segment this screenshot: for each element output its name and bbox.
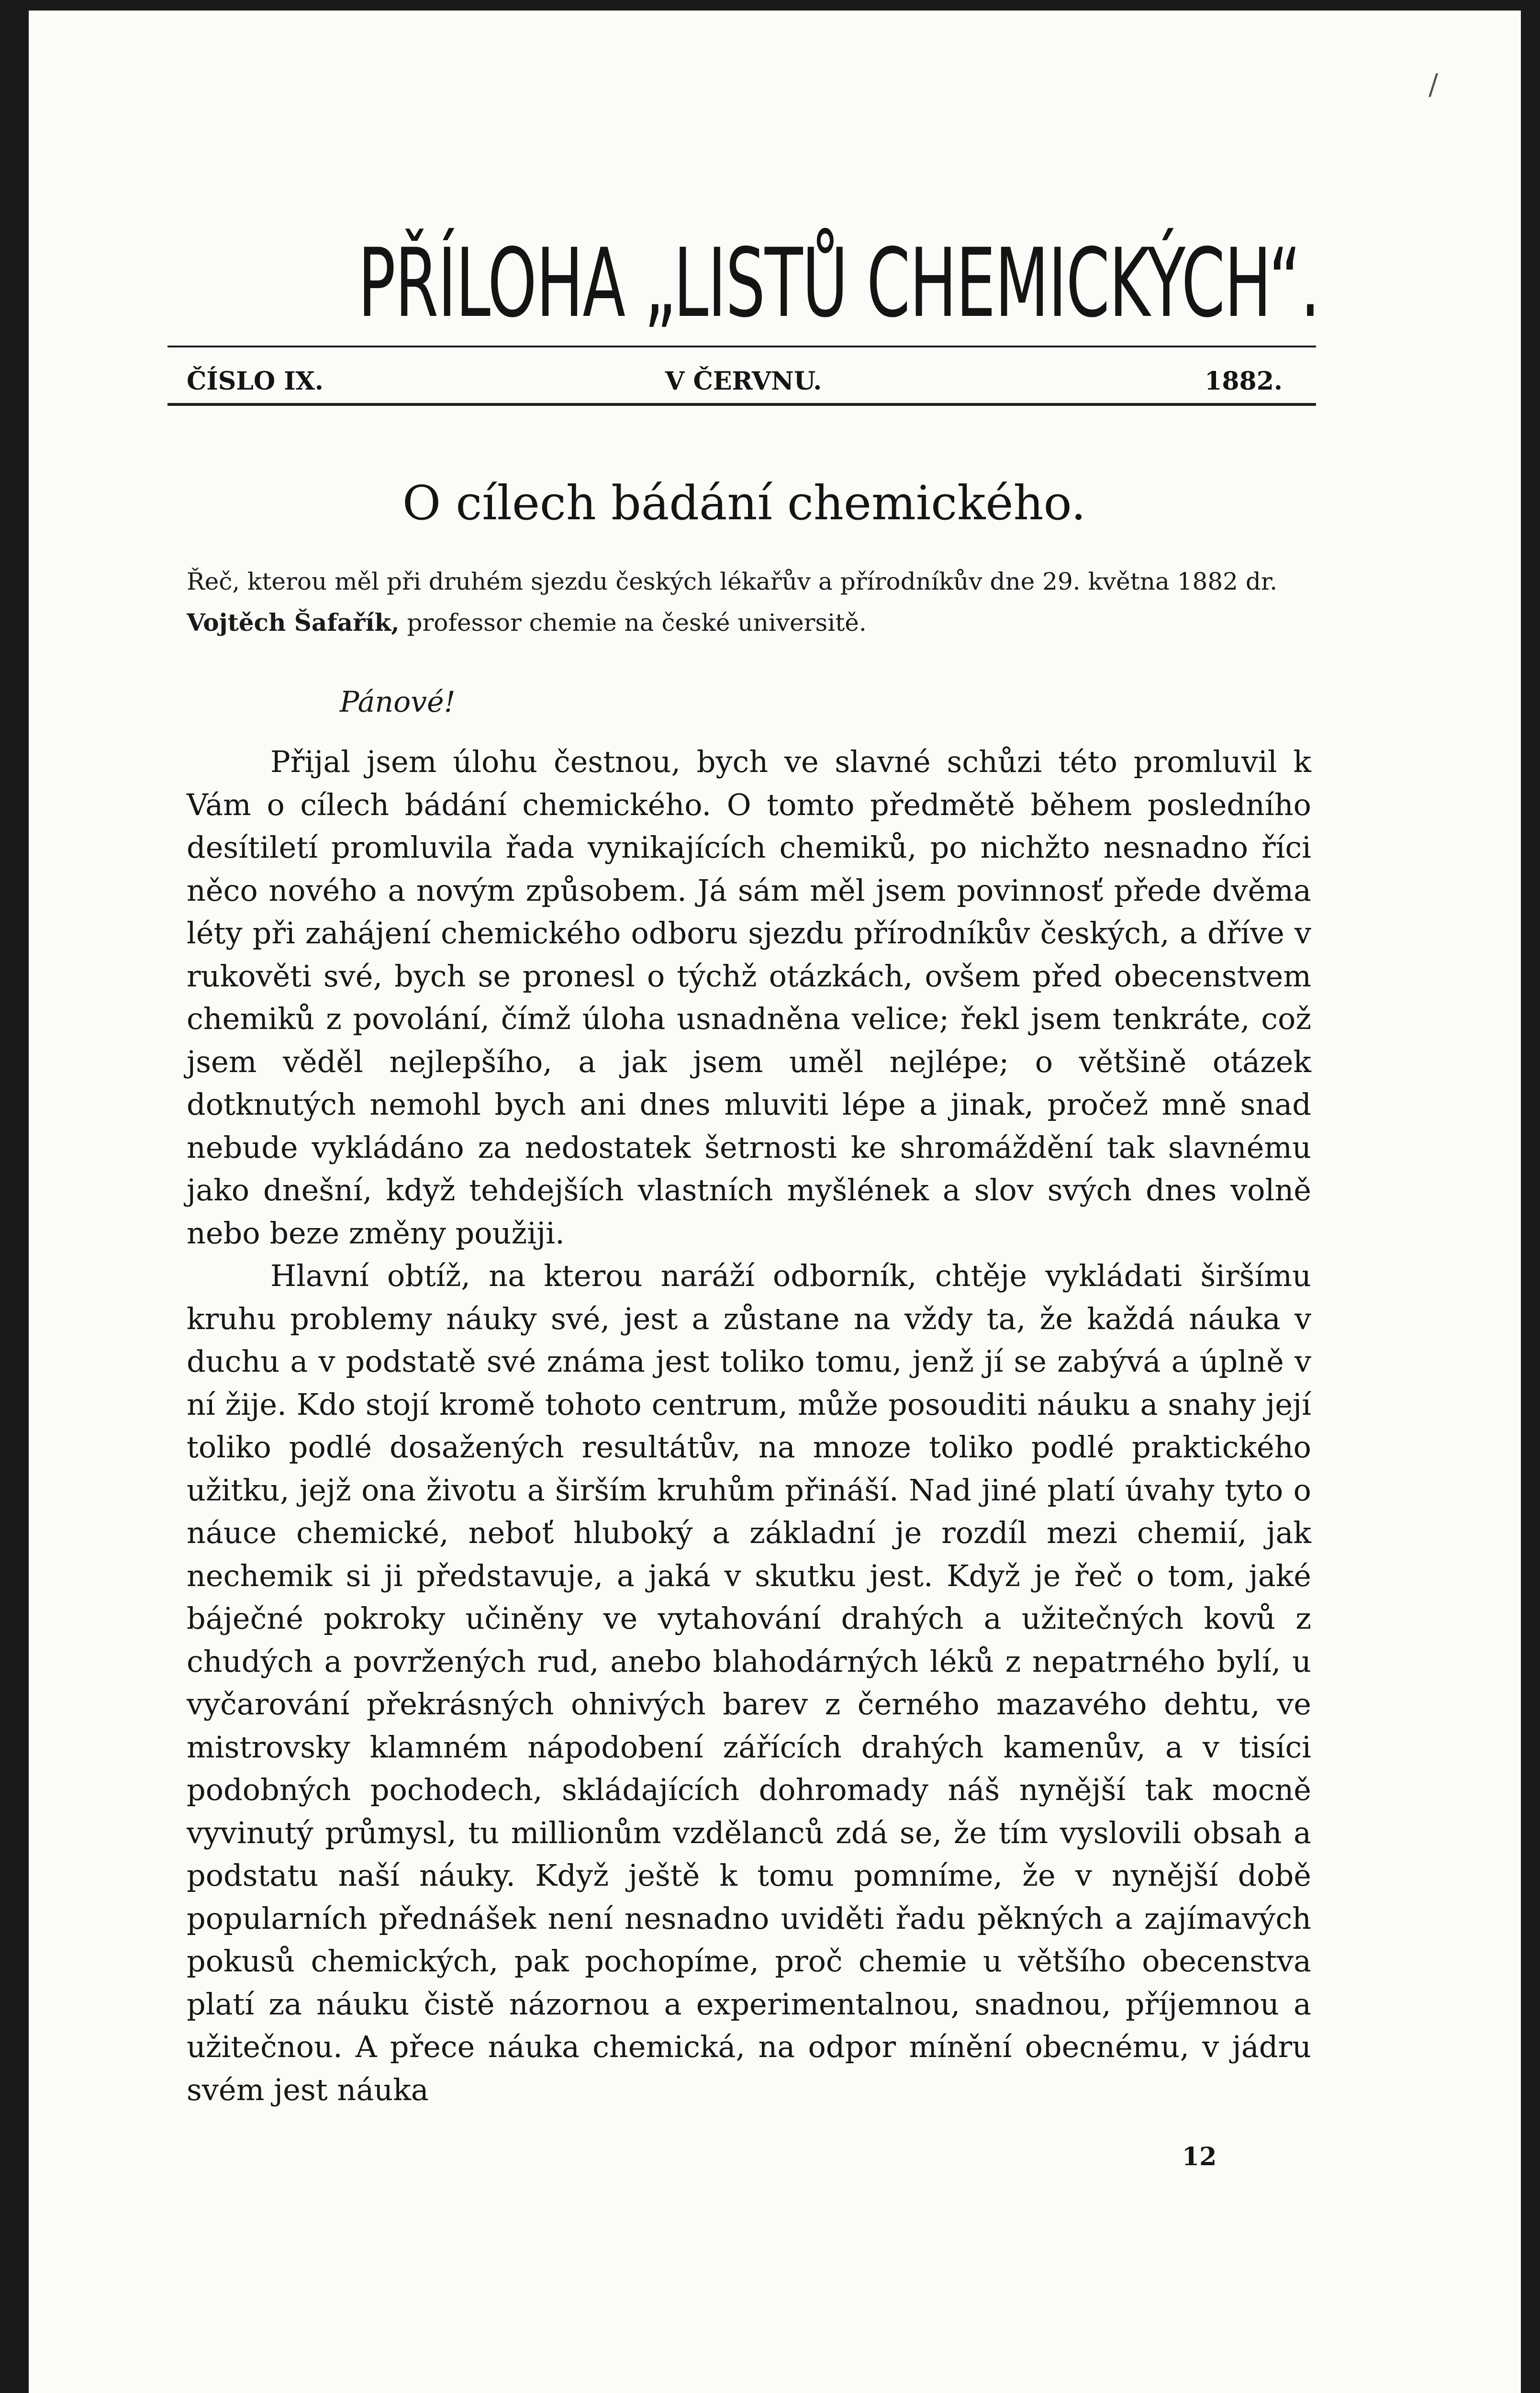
masthead-rule-bottom [167,403,1316,406]
paragraph: Hlavní obtíž, na kterou naráží odborník, chtěje vykládati širšímu kruhu problemy náuky své, jest a zůstane na vždy ta, že každá náuka v duchu a v podstatě své známa jest toliko tomu, jenž jí se zabývá a úplně v ní žije. Kdo stojí kromě tohoto centrum, může posouditi náuku a snahy její toliko podlé dosažených resultátův, na mnoze toliko podlé praktického užitku, jejž ona životu a širším kruhům přináší. Nad jiné platí úvahy tyto o náuce chemické, neboť hluboký a základní je rozdíl mezi chemií, jak nechemik si ji představuje, a jaká v skutku jest. Když je řeč o tom, jaké báječné pokroky učiněny ve vytahování drahých a užitečných kovů z chudých a povržených rud, anebo blahodárných léků z nepatrného bylí, u vyčarování překrásných ohnivých barev z černého mazavého dehtu, ve mistrovsky klamném nápodobení zářících drahých kamenův, a v tisíci podobných pochodech, skládajících dohromady náš nynější tak mocně vyvinutý průmysl, tu millionům vzdělanců zdá se, že tím vyslovili obsah a podstatu naší náuky. Když ještě k tomu pomníme, že v nynější době popularních přednášek není nesnadno uviděti řadu pěkných a zajímavých pokusů chemických, pak pochopíme, proč chemie u většího obecenstva platí za náuku čistě názornou a experimentalnou, snadnou, příjemnou a užitečnou. A přece náuka chemická, na odpor mínění obecnému, v jádru svém jest náuka [187,1258,1311,2107]
paragraph: Přijal jsem úlohu čestnou, bych ve slavné schůzi této promluvil k Vám o cílech bádání chemického. O tomto předmětě během posledního desítiletí promluvila řada vynikajících chemiků, po nichžto nesnadno říci něco nového a novým způsobem. Já sám měl jsem povinnosť přede dvěma léty při zahájení chemického odboru sjezdu přírodníkův českých, a dříve v rukověti své, bych se pronesl o týchž otázkách, ovšem před obecenstvem chemiků z povolání, čímž úloha usnadněna velice; řekl jsem tenkráte, což jsem věděl nejlepšího, a jak jsem uměl nejlépe; o většině otázek dotknutých nemohl bych ani dnes mluviti lépe a jinak, pročež mně snad nebude vykládáno za nedostatek šetrnosti ke shromáždění tak slavnému jako dnešní, když tehdejších vlastních myšlének a slov svých dnes volně nebo beze změny použiji. [187,744,1311,1251]
journal-masthead: PŘÍLOHA „LISTŮ CHEMICKÝCH“. [357,228,1320,338]
issue-month: V ČERVNU. [665,367,822,396]
article-body [187,740,1311,2111]
masthead-rule-top [167,346,1316,347]
article-subtitle [187,561,1330,643]
author-affiliation: professor chemie na české universitě. [407,609,867,637]
issue-number: ČÍSLO IX. [187,367,324,396]
issue-year: 1882. [1205,367,1283,396]
document-page [29,11,1521,2393]
issue-line [187,365,1283,398]
author-name: Vojtěch Šafařík, [187,608,400,637]
salutation: Pánové! [340,685,456,719]
margin-mark: / [1428,68,1439,101]
article-title: O cílech bádání chemického. [402,476,1086,531]
page-number: 12 [1182,2142,1217,2171]
subtitle-intro: Řeč, kterou měl při druhém sjezdu českých lékařův a přírodníkův dne 29. května 1882 dr. [187,568,1278,595]
